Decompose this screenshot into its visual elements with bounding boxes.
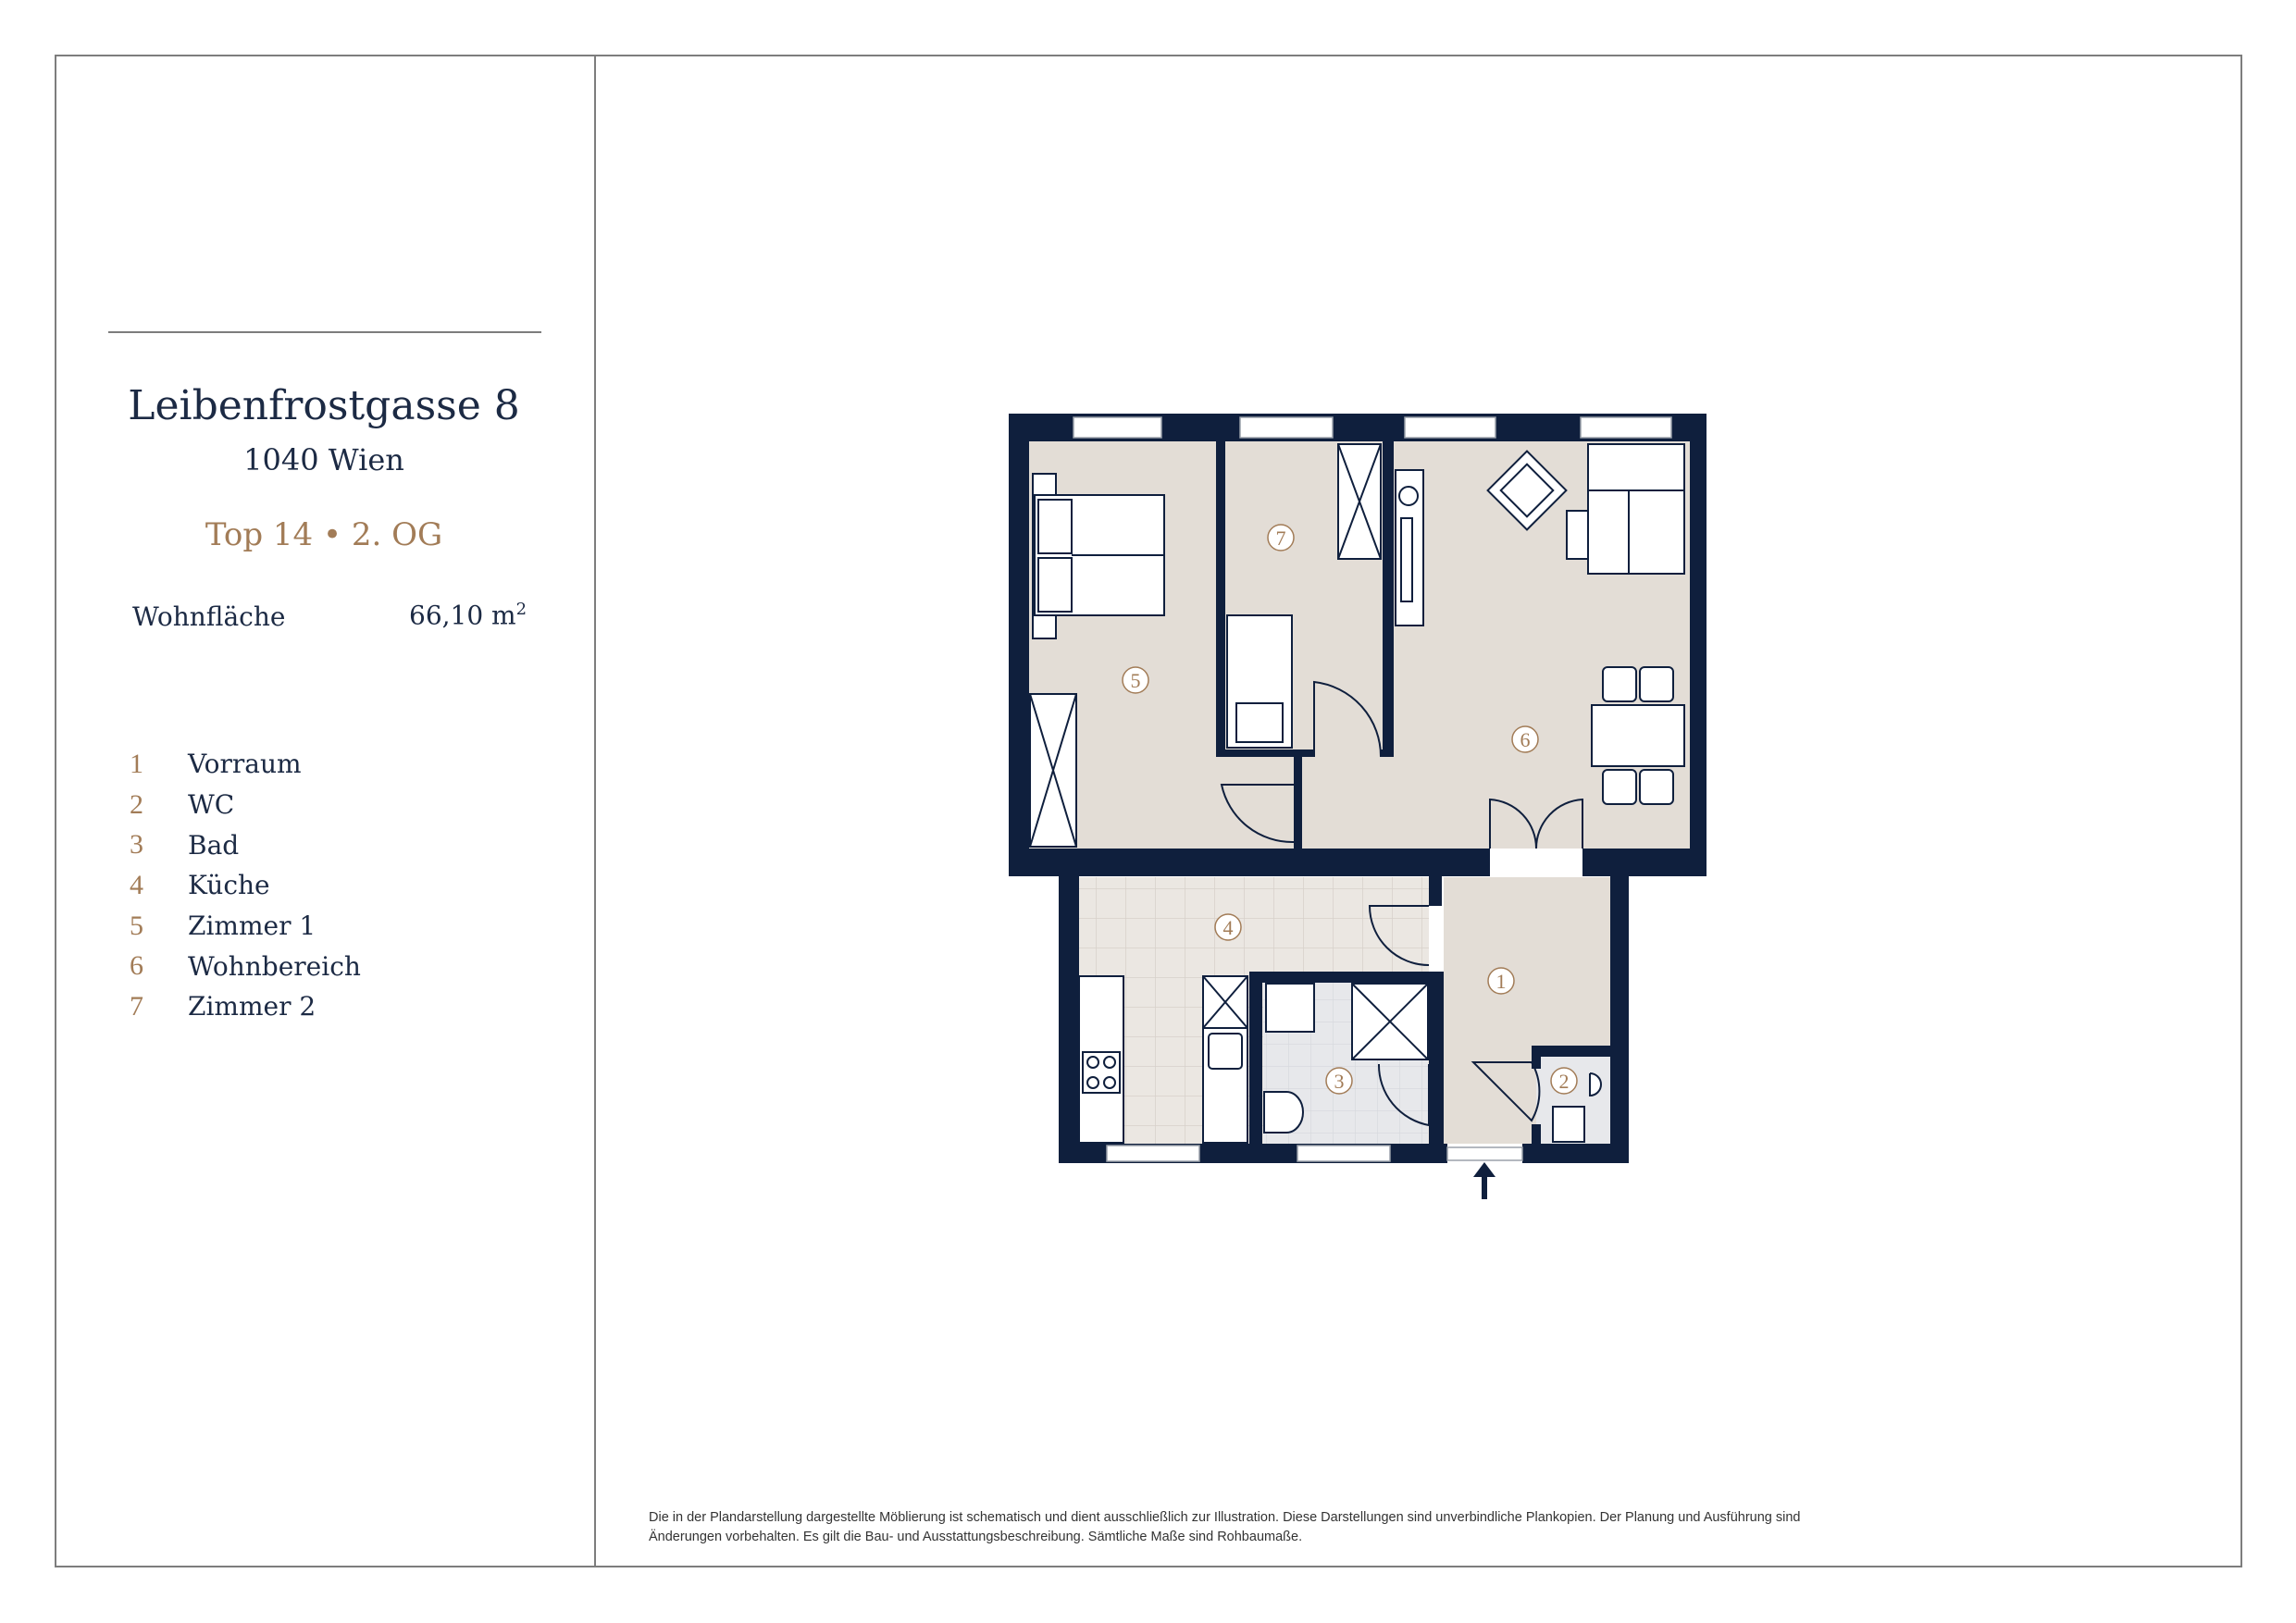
area-label: Wohnfläche — [132, 601, 286, 632]
sink-icon — [1203, 976, 1247, 1143]
washbasin-icon — [1264, 1092, 1303, 1133]
legend-name: Bad — [188, 829, 240, 861]
wardrobe-icon — [1338, 444, 1381, 559]
washer-icon — [1266, 984, 1314, 1032]
street-address: Leibenfrostgasse 8 — [128, 382, 520, 429]
sofa-icon — [1588, 444, 1684, 574]
room-marker-number: 4 — [1222, 916, 1234, 939]
room-marker-number: 1 — [1496, 970, 1507, 993]
room-marker — [1215, 914, 1241, 940]
legend-number: 2 — [130, 788, 143, 820]
room-marker — [1268, 525, 1294, 551]
area-number: 66,10 m — [409, 600, 516, 631]
room-marker — [1551, 1068, 1577, 1094]
wardrobe-icon — [1030, 694, 1076, 847]
room-marker-number: 7 — [1275, 527, 1286, 550]
kitchen-counter-icon — [1079, 976, 1123, 1143]
tv-unit-icon — [1396, 470, 1423, 626]
legend-name: WC — [188, 789, 235, 821]
room-marker-number: 2 — [1558, 1070, 1570, 1093]
legend-number: 6 — [130, 950, 143, 982]
entrance-arrow-icon — [1447, 1147, 1522, 1199]
legend-name: Zimmer 2 — [188, 991, 316, 1022]
legend-number: 7 — [130, 990, 143, 1022]
legend-number: 5 — [130, 910, 143, 941]
legend-name: Küche — [188, 870, 270, 901]
room-marker-number: 6 — [1520, 728, 1531, 751]
city: 1040 Wien — [243, 442, 404, 477]
room-marker — [1123, 667, 1148, 693]
legend-name: Zimmer 1 — [188, 911, 316, 942]
shower-icon — [1352, 984, 1428, 1059]
room-marker-number: 5 — [1130, 669, 1141, 692]
room-marker — [1488, 968, 1514, 994]
legend-number: 3 — [130, 829, 143, 861]
disclaimer: Die in der Plandarstellung dargestellte Möblierung ist schematisch und dient ausschließlich zur Illustration. Diese Darstellungen sind unverbindliche Plankopien. Der Planung und Ausführung sind Änderungen vorbehalten. Es gilt die Bau- und Ausstattungsbeschreibung. Sämtliche Maße sind Rohbaumaße. — [649, 1510, 1801, 1544]
legend-number: 4 — [130, 869, 143, 900]
unit-floor: Top 14 • 2. OG — [205, 516, 443, 553]
legend-name: Vorraum — [188, 749, 302, 780]
single-bed-icon — [1227, 615, 1292, 748]
bed-icon — [1033, 474, 1164, 638]
area-unit-exponent: 2 — [515, 600, 527, 619]
room-marker — [1512, 726, 1538, 752]
legend-number: 1 — [130, 748, 143, 779]
room-marker-number: 3 — [1334, 1070, 1345, 1093]
legend-name: Wohnbereich — [188, 950, 361, 982]
room-marker — [1326, 1068, 1352, 1094]
